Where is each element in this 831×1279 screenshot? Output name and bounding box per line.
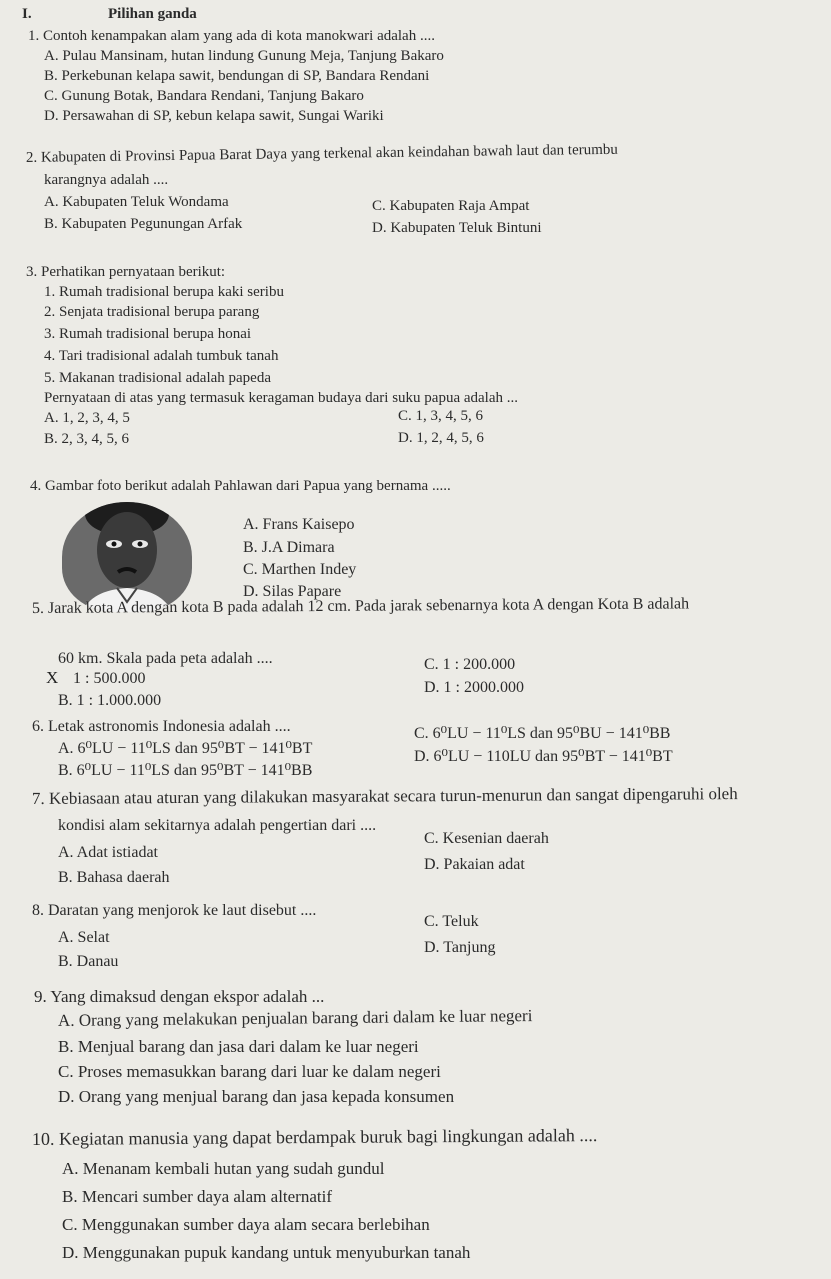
q1-option-c: C. Gunung Botak, Bandara Rendani, Tanjung Bakaro [44, 88, 364, 104]
q3-item-2: 2. Senjata tradisional berupa parang [44, 304, 260, 320]
q4-option-b: B. J.A Dimara [243, 539, 335, 556]
section-title: Pilihan ganda [108, 6, 197, 22]
q2-option-d: D. Kabupaten Teluk Bintuni [372, 220, 542, 236]
q1-option-b: B. Perkebunan kelapa sawit, bendungan di SP, Bandara Rendani [44, 68, 430, 84]
q1-option-a: A. Pulau Mansinam, hutan lindung Gunung Meja, Tanjung Bakaro [44, 48, 444, 64]
q2-option-c: C. Kabupaten Raja Ampat [372, 198, 530, 214]
q7-question-line1: 7. Kebiasaan atau aturan yang dilakukan masyarakat secara turun-menurun dan sangat dipengaruhi oleh [31, 784, 738, 808]
q7-option-d: D. Pakaian adat [424, 856, 525, 873]
hero-portrait-photo [62, 502, 192, 612]
q7-option-c: C. Kesenian daerah [424, 830, 549, 847]
section-number: I. [22, 6, 32, 22]
q5-question-line2: 60 km. Skala pada peta adalah .... [58, 650, 273, 667]
q10-option-c: C. Menggunakan sumber daya alam secara berlebihan [62, 1215, 430, 1234]
q3-stem: Pernyataan di atas yang termasuk keragaman budaya dari suku papua adalah ... [44, 390, 518, 406]
q8-option-a: A. Selat [58, 929, 110, 946]
q9-question: 9. Yang dimaksud dengan ekspor adalah ... [34, 987, 325, 1006]
q6-question: 6. Letak astronomis Indonesia adalah .... [32, 718, 291, 735]
q9-option-c: C. Proses memasukkan barang dari luar ke dalam negeri [58, 1062, 441, 1081]
q3-option-a: A. 1, 2, 3, 4, 5 [44, 410, 130, 426]
q3-option-b: B. 2, 3, 4, 5, 6 [44, 431, 130, 447]
q6-option-a: A. 6⁰LU − 11⁰LS dan 95⁰BT − 141⁰BT [58, 740, 313, 757]
q5-option-b: B. 1 : 1.000.000 [58, 692, 162, 709]
q9-option-b: B. Menjual barang dan jasa dari dalam ke luar negeri [58, 1037, 419, 1056]
q2-option-b: B. Kabupaten Pegunungan Arfak [44, 216, 243, 232]
q8-question: 8. Daratan yang menjorok ke laut disebut .... [32, 902, 317, 919]
q9-option-a: A. Orang yang melakukan penjualan barang dari dalam ke luar negeri [57, 1006, 533, 1030]
hero-portrait-image [62, 502, 192, 612]
q4-option-d: D. Silas Papare [243, 583, 342, 600]
q7-option-a: A. Adat istiadat [58, 844, 158, 861]
q10-option-d: D. Menggunakan pupuk kandang untuk menyuburkan tanah [62, 1243, 471, 1262]
q1-question: 1. Contoh kenampakan alam yang ada di kota manokwari adalah .... [28, 28, 435, 44]
q6-option-c: C. 6⁰LU − 11⁰LS dan 95⁰BU − 141⁰BB [414, 725, 671, 742]
q6-option-d: D. 6⁰LU − 110LU dan 95⁰BT − 141⁰BT [414, 748, 673, 765]
q8-option-b: B. Danau [58, 953, 119, 970]
q1-option-d: D. Persawahan di SP, kebun kelapa sawit, Sungai Wariki [44, 108, 384, 124]
q3-item-4: 4. Tari tradisional adalah tumbuk tanah [44, 348, 279, 364]
q3-option-c: C. 1, 3, 4, 5, 6 [398, 408, 484, 424]
q2-option-a: A. Kabupaten Teluk Wondama [44, 194, 229, 210]
q4-option-a: A. Frans Kaisepo [243, 516, 355, 533]
q6-option-b: B. 6⁰LU − 11⁰LS dan 95⁰BT − 141⁰BB [58, 762, 313, 779]
q3-option-d: D. 1, 2, 4, 5, 6 [398, 430, 484, 446]
q3-item-3: 3. Rumah tradisional berupa honai [44, 326, 252, 342]
q4-option-c: C. Marthen Indey [243, 561, 357, 578]
q9-option-d: D. Orang yang menjual barang dan jasa kepada konsumen [58, 1087, 455, 1106]
q5-question-line1: 5. Jarak kota A dengan kota B pada adalah 12 cm. Pada jarak sebenarnya kota A dengan Kota B adalah [31, 595, 690, 617]
q7-option-b: B. Bahasa daerah [58, 869, 170, 886]
q2-question-line2: karangnya adalah .... [44, 172, 169, 188]
q4-question: 4. Gambar foto berikut adalah Pahlawan dari Papua yang bernama ..... [30, 478, 451, 494]
q3-item-1: 1. Rumah tradisional berupa kaki seribu [44, 284, 284, 300]
q8-option-c: C. Teluk [424, 913, 479, 930]
q5-option-a: 1 : 500.000 [73, 670, 146, 687]
q2-question-line1: 2. Kabupaten di Provinsi Papua Barat Daya yang terkenal akan keindahan bawah laut dan terumbu [25, 141, 618, 166]
q7-question-line2: kondisi alam sekitarnya adalah pengertian dari .... [58, 817, 377, 834]
q10-question: 10. Kegiatan manusia yang dapat berdampak buruk bagi lingkungan adalah .... [31, 1125, 598, 1149]
q10-option-a: A. Menanam kembali hutan yang sudah gundul [62, 1159, 385, 1178]
q3-item-5: 5. Makanan tradisional adalah papeda [44, 370, 271, 386]
q5-answer-mark: X [46, 668, 59, 687]
q5-option-c: C. 1 : 200.000 [424, 656, 516, 673]
q5-option-d: D. 1 : 2000.000 [424, 679, 524, 696]
q3-question: 3. Perhatikan pernyataan berikut: [26, 264, 226, 280]
q10-option-b: B. Mencari sumber daya alam alternatif [62, 1187, 332, 1206]
q8-option-d: D. Tanjung [424, 939, 496, 956]
